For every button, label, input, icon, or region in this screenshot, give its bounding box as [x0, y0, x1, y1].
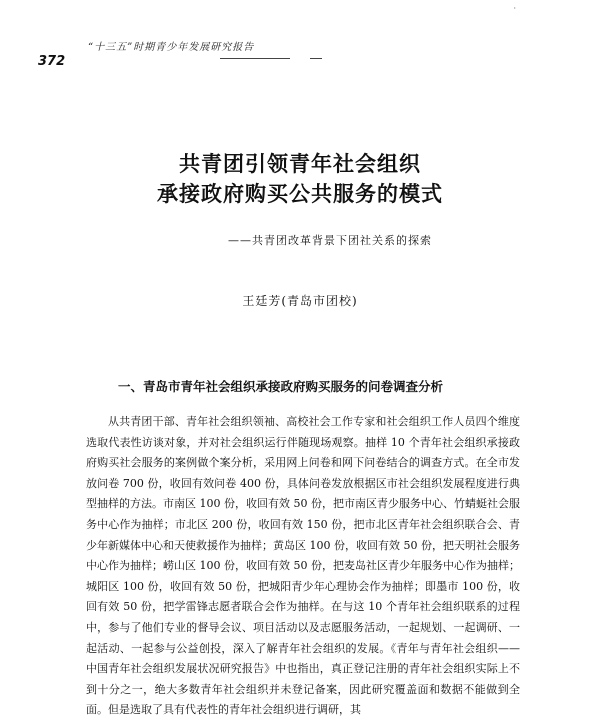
- header-rule: [220, 58, 290, 59]
- article-subtitle: ——共青团改革背景下团社关系的探索: [228, 234, 432, 247]
- article-author: 王廷芳(青岛市团校): [242, 294, 358, 308]
- running-head: “十三五”时期青少年发展研究报告: [88, 42, 255, 53]
- body-paragraph: 从共青团干部、青年社会组织领袖、高校社会工作专家和社会组织工作人员四个维度选取代表性访谈对象，并对社会组织运行伴随现场观察。抽样 10 个青年社会组织承接政府购买社会服务的案例做个案分析，采用网上问卷和网下问卷结合的调查方式。在全市发放问卷 700 份，收回有效问卷 400 份，具体问卷发放根据区市社会组织发展程度进行典型抽样的方法。市南区 100 份，收回有效 50 份，把市南区青少服务中心、竹蜻蜓社会服务中心作为抽样；市北区 200 份，收回有效 150 份，把市北区青年社会组织联合会、青少年新媒体中心和天使救援作为抽样；黄岛区 100 份，收回有效 50 份，把天明社会服务中心作为抽样；崂山区 100 份，收回有效 50 份，把麦岛社区青少年服务中心作为抽样；城阳区 100 份，收回有效 50 份，把城阳青少年心理协会作为抽样；即墨市 100 份，收回有效 50 份，把学雷锋志愿者联合会作为抽样。在与这 10 个青年社会组织联系的过程中，参与了他们专业的督导会议、项目活动以及志愿服务活动，一起规划、一起调研、一起活动、一起参与公益创投，深入了解青年社会组织的发展。《青年与青年社会组织—— 中国青年社会组织发展状况研究报告》中也指出，真正登记注册的青年社会组织实际上不到十分之一，绝大多数青年社会组织并未登记备案，因此研究覆盖面和数据不能做到全面。但是选取了具有代表性的青年社会组织进行调研，其: [86, 415, 520, 717]
- page-number: 372: [38, 54, 66, 69]
- section-heading: 一、青岛市青年社会组织承接政府购买服务的问卷调查分析: [118, 379, 444, 394]
- corner-mark: ·: [513, 4, 516, 13]
- header-rule-short: [310, 58, 322, 59]
- article-title-line-2: 承接政府购买公共服务的模式: [157, 182, 443, 206]
- article-title-line-1: 共青团引领青年社会组织: [179, 152, 421, 176]
